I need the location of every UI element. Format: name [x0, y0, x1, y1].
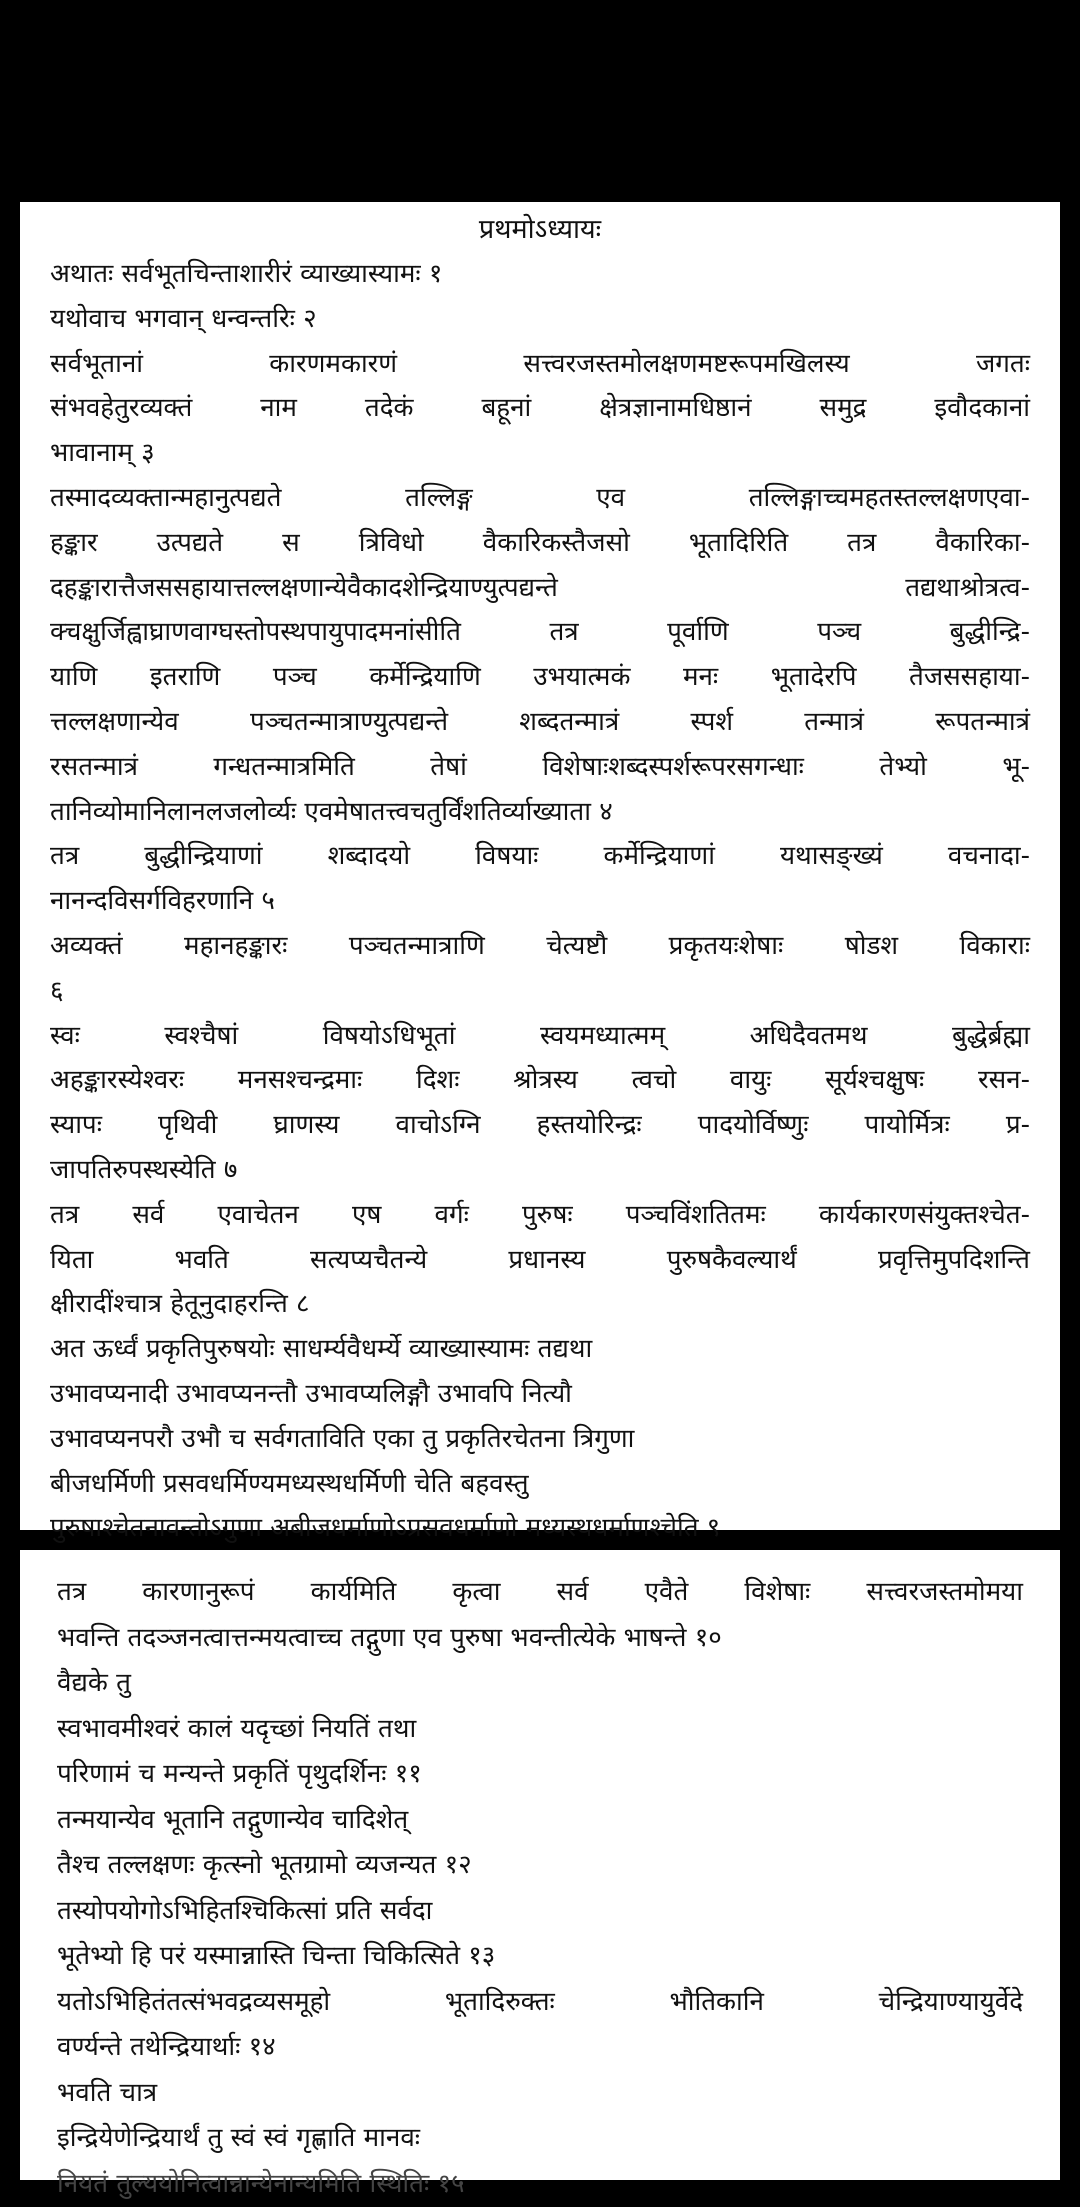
text-line: भवति चात्र: [57, 2071, 1023, 2117]
text-line: त्तल्लक्षणान्येव पञ्चतन्मात्राण्युत्पद्यन्ते शब्दतन्मात्रं स्पर्श तन्मात्रं रूपतन्मात्रं: [50, 700, 1030, 745]
text-line: भावानाम् ३: [50, 431, 1030, 476]
text-line: क्षीरादींश्चात्र हेतूनुदाहरन्ति ८: [50, 1282, 1030, 1327]
text-line: यथोवाच भगवान् धन्वन्तरिः २: [50, 297, 1030, 342]
text-line: नानन्दविसर्गविहरणानि ५: [50, 879, 1030, 924]
text-line: अत ऊर्ध्वं प्रकृतिपुरुषयोः साधर्म्यवैधर्म्ये व्याख्यास्यामः तद्यथा: [50, 1327, 1030, 1372]
text-line: नियतं तुल्ययोनित्वान्नान्येनान्यमिति स्थितिः १५: [57, 2162, 1023, 2207]
text-line: तत्र कारणानुरूपं कार्यमिति कृत्वा सर्व एवैते विशेषाः सत्त्वरजस्तमोमया: [57, 1570, 1023, 1616]
text-line: पुरुषाश्चेतनावन्तोऽगुणा अबीजधर्माणोऽप्रसवधर्माणो मध्यस्थधर्माणश्चेति ९: [50, 1506, 1030, 1551]
text-line: क्चक्षुर्जिह्वाघ्राणवाग्घस्तोपस्थपायुपादमनांसीति तत्र पूर्वाणि पञ्च बुद्धीन्द्रि-: [50, 610, 1030, 655]
text-line: उभावप्यनादी उभावप्यनन्तौ उभावप्यलिङ्गौ उभावपि नित्यौ: [50, 1372, 1030, 1417]
text-line: यिता भवति सत्यप्यचैतन्ये प्रधानस्य पुरुषकैवल्यार्थं प्रवृत्तिमुपदिशन्ति: [50, 1238, 1030, 1283]
text-line: तैश्च तल्लक्षणः कृत्स्नो भूतग्रामो व्यजन्यत १२: [57, 1843, 1023, 1889]
text-line: वैद्यके तु: [57, 1661, 1023, 1707]
text-line: याणि इतराणि पञ्च कर्मेन्द्रियाणि उभयात्मकं मनः भूतादेरपि तैजससहाया-: [50, 655, 1030, 700]
text-line: संभवहेतुरव्यक्तं नाम तदेकं बहूनां क्षेत्रज्ञानामधिष्ठानं समुद्र इवौदकानां: [50, 386, 1030, 431]
text-line: यतोऽभिहितंतत्संभवद्रव्यसमूहो भूतादिरुक्तः भौतिकानि चेन्द्रियाण्यायुर्वेदे: [57, 1980, 1023, 2026]
page-2: [20, 1550, 1060, 2180]
text-line: हङ्कार उत्पद्यते स त्रिविधो वैकारिकस्तैजसो भूतादिरिति तत्र वैकारिका-: [50, 521, 1030, 566]
text-line: तत्र सर्व एवाचेतन एष वर्गः पुरुषः पञ्चविंशतितमः कार्यकारणसंयुक्तश्चेत-: [50, 1193, 1030, 1238]
text-line: उभावप्यनपरौ उभौ च सर्वगताविति एका तु प्रकृतिरचेतना त्रिगुणा: [50, 1417, 1030, 1462]
text-line: स्वभावमीश्वरं कालं यदृच्छां नियतिं तथा: [57, 1707, 1023, 1753]
page-1-text: [50, 252, 1030, 1551]
text-line: तत्र बुद्धीन्द्रियाणां शब्दादयो विषयाः कर्मेन्द्रियाणां यथासङ्ख्यं वचनादा-: [50, 834, 1030, 879]
page-1: [20, 202, 1060, 1530]
text-line: तन्मयान्येव भूतानि तद्गुणान्येव चादिशेत्: [57, 1798, 1023, 1844]
text-line: रसतन्मात्रं गन्धतन्मात्रमिति तेषां विशेषाःशब्दस्पर्शरूपरसगन्धाः तेभ्यो भू-: [50, 745, 1030, 790]
chapter-heading: प्रथमोऽध्यायः: [50, 208, 1030, 252]
text-line: अथातः सर्वभूतचिन्ताशारीरं व्याख्यास्यामः १: [50, 252, 1030, 297]
text-line: तस्योपयोगोऽभिहितश्चिकित्सां प्रति सर्वदा: [57, 1889, 1023, 1935]
text-line: बीजधर्मिणी प्रसवधर्मिण्यमध्यस्थधर्मिणी चेति बहवस्तु: [50, 1462, 1030, 1507]
page-2-text: [57, 1550, 1023, 2207]
text-line: दहङ्कारात्तैजससहायात्तल्लक्षणान्येवैकादशेन्द्रियाण्युत्पद्यन्ते तद्यथाश्रोत्रत्व-: [50, 566, 1030, 611]
text-line: अहङ्कारस्येश्वरः मनसश्चन्द्रमाः दिशः श्रोत्रस्य त्वचो वायुः सूर्यश्चक्षुषः रसन-: [50, 1058, 1030, 1103]
text-line: स्यापः पृथिवी घ्राणस्य वाचोऽग्नि हस्तयोरिन्द्रः पादयोर्विष्णुः पायोर्मित्रः प्र-: [50, 1103, 1030, 1148]
text-line: जापतिरुपस्थस्येति ७: [50, 1148, 1030, 1193]
text-line: इन्द्रियेणेन्द्रियार्थं तु स्वं स्वं गृह्णाति मानवः: [57, 2116, 1023, 2162]
text-line: तस्मादव्यक्तान्महानुत्पद्यते तल्लिङ्ग एव तल्लिङ्गाच्चमहतस्तल्लक्षणएवा-: [50, 476, 1030, 521]
text-line: सर्वभूतानां कारणमकारणं सत्त्वरजस्तमोलक्षणमष्टरूपमखिलस्य जगतः: [50, 342, 1030, 387]
text-line: परिणामं च मन्यन्ते प्रकृतिं पृथुदर्शिनः ११: [57, 1752, 1023, 1798]
text-line: भूतेभ्यो हि परं यस्मान्नास्ति चिन्ता चिकित्सिते १३: [57, 1934, 1023, 1980]
text-line: स्वः स्वश्चैषां विषयोऽधिभूतां स्वयमध्यात्मम् अधिदैवतमथ बुद्धेर्ब्रह्मा: [50, 1014, 1030, 1059]
text-line: वर्ण्यन्ते तथेन्द्रियार्थाः १४: [57, 2025, 1023, 2071]
text-line: ६: [50, 969, 1030, 1014]
text-line: भवन्ति तदञ्जनत्वात्तन्मयत्वाच्च तद्गुणा एव पुरुषा भवन्तीत्येके भाषन्ते १०: [57, 1616, 1023, 1662]
text-line: तानिव्योमानिलानलजलोर्व्यः एवमेषातत्त्वचतुर्विंशतिर्व्याख्याता ४: [50, 790, 1030, 835]
text-line: अव्यक्तं महानहङ्कारः पञ्चतन्मात्राणि चेत्यष्टौ प्रकृतयःशेषाः षोडश विकाराः: [50, 924, 1030, 969]
